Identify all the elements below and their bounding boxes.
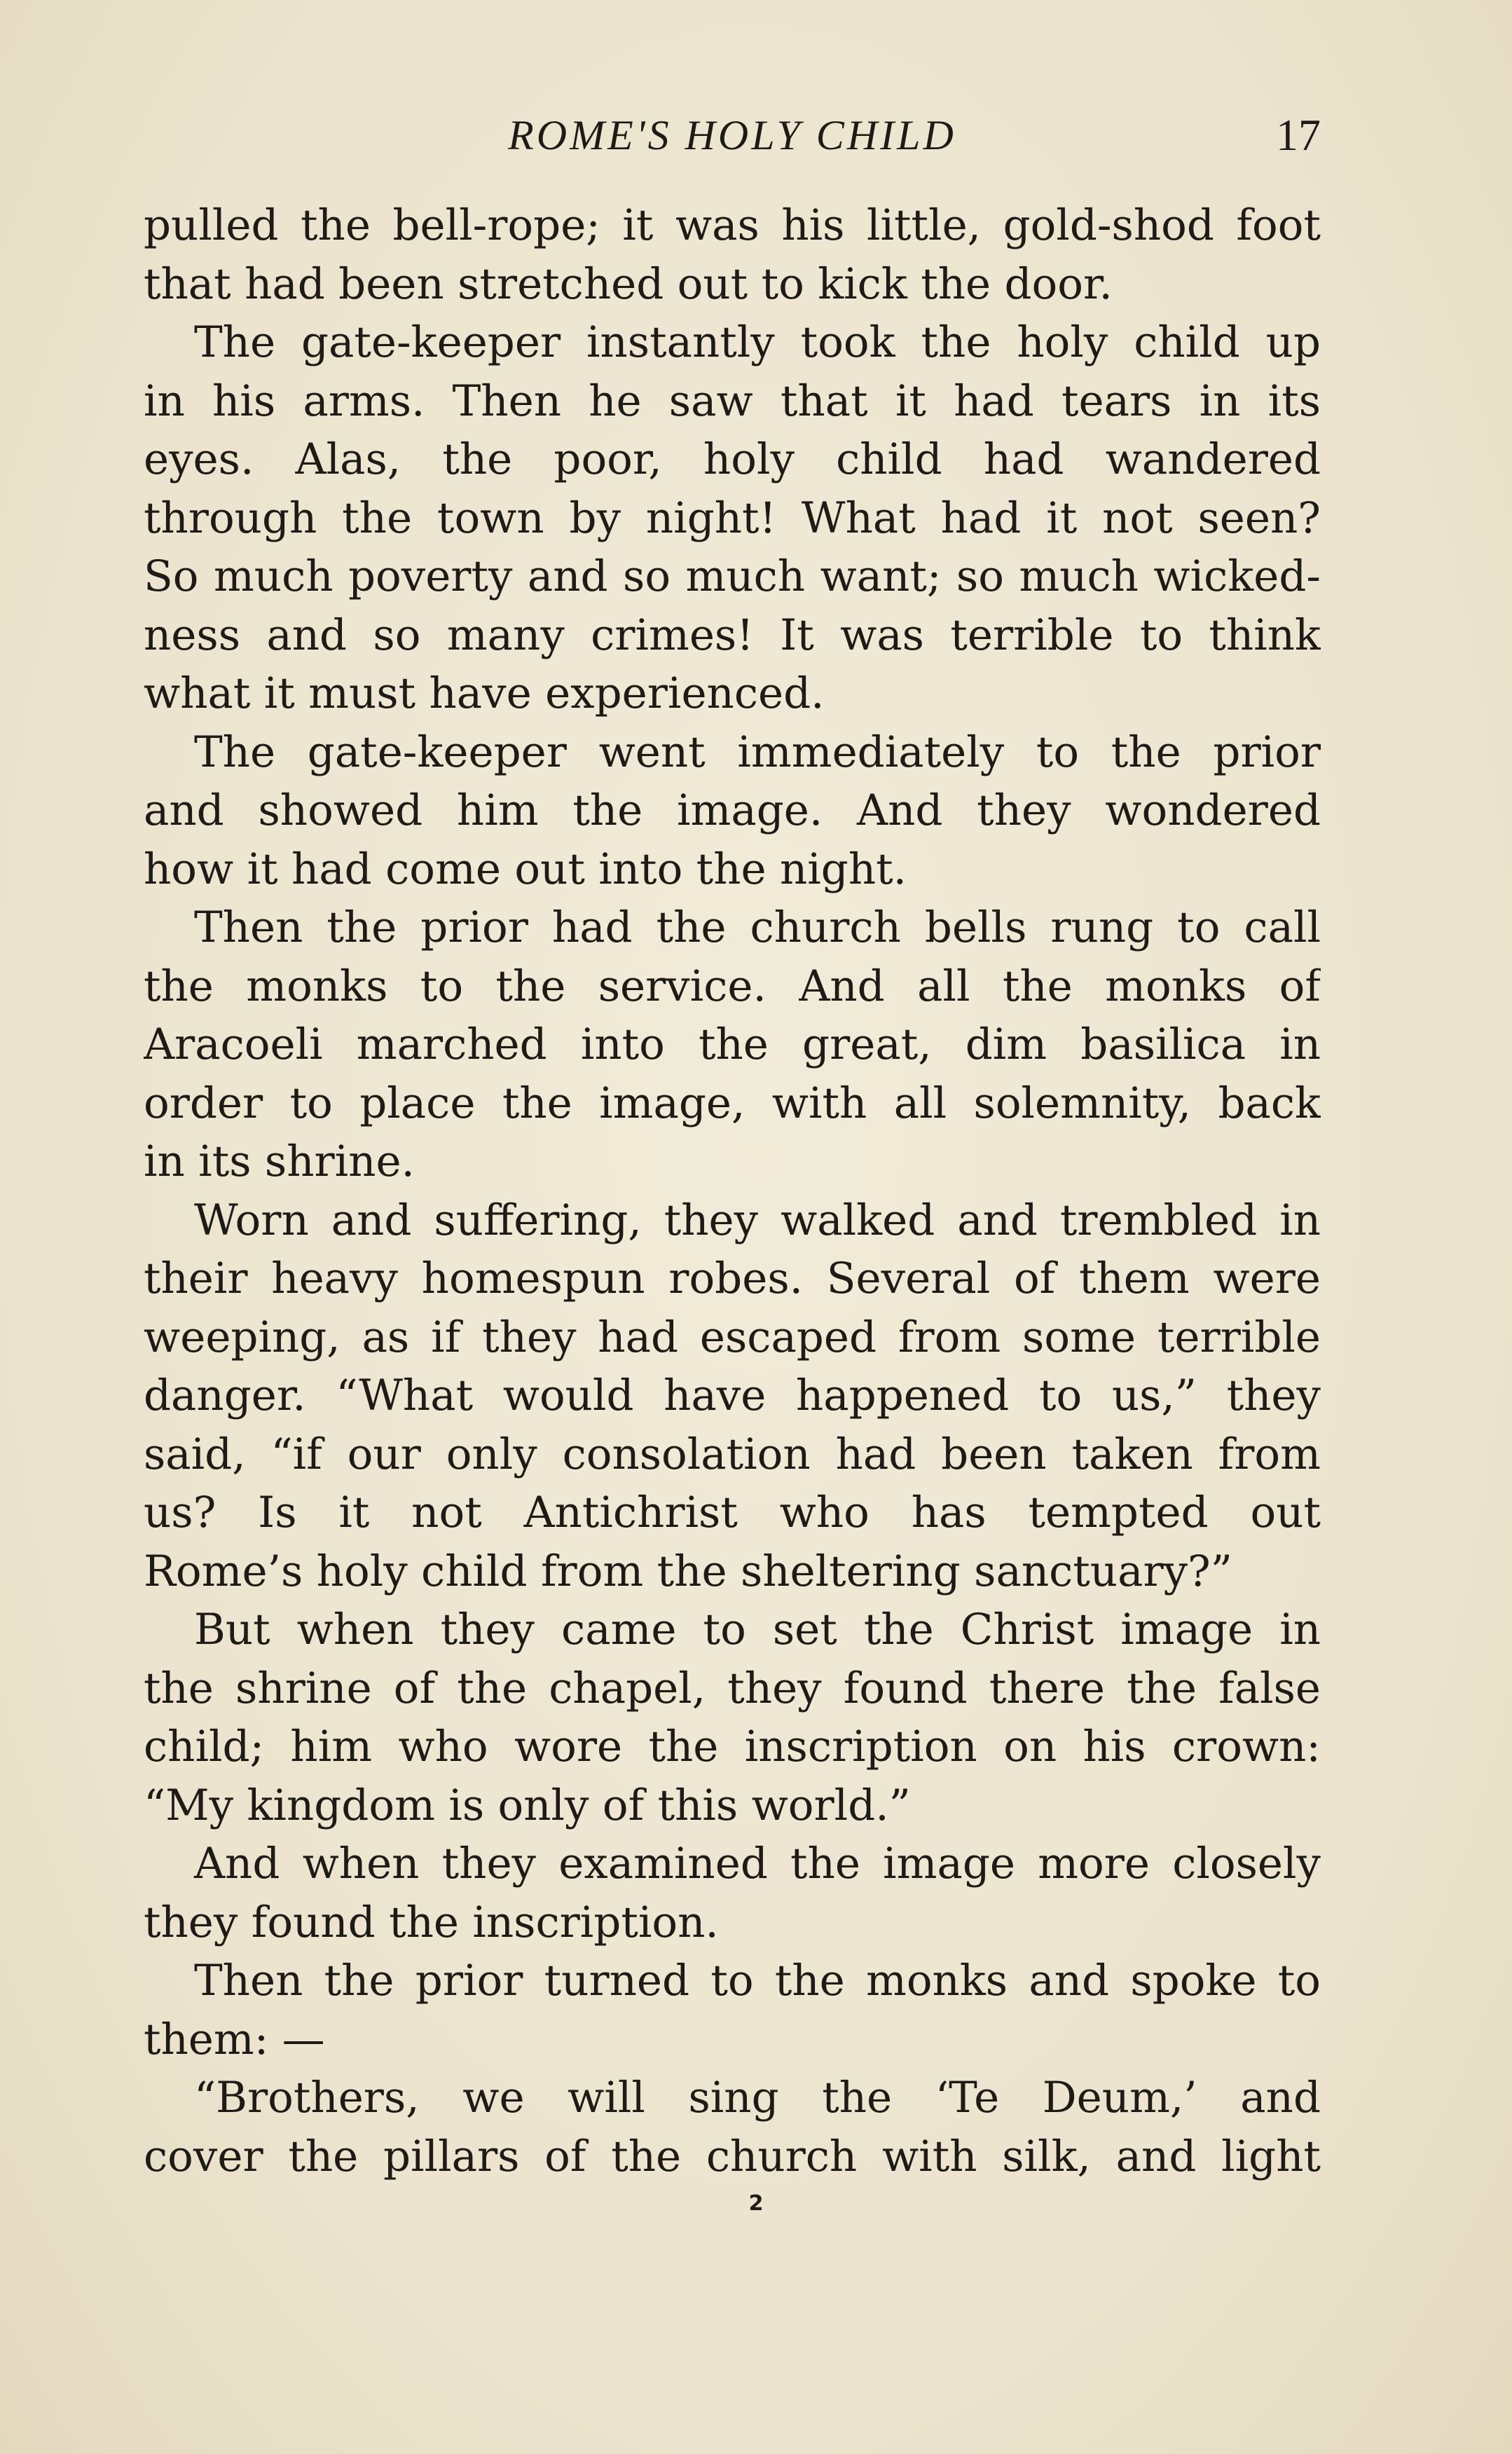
text-line: what it must have experienced. bbox=[144, 669, 825, 718]
page-number: 17 bbox=[1276, 110, 1321, 160]
text-line: eyes. Alas, the poor, holy child had wandered bbox=[144, 434, 1321, 484]
text-line: cover the pillars of the church with silk, and light bbox=[144, 2131, 1321, 2181]
text-line: The gate-keeper instantly took the holy child up bbox=[194, 317, 1321, 367]
text-line: child; him who wore the inscription on his crown: bbox=[144, 1722, 1321, 1771]
text-line: So much poverty and so much want; so much wicked- bbox=[144, 551, 1321, 601]
text-line: them: — bbox=[144, 2014, 325, 2064]
text-line: and showed him the image. And they wondered bbox=[144, 786, 1321, 835]
text-line: weeping, as if they had escaped from some terrible bbox=[144, 1312, 1321, 1362]
page-header bbox=[144, 104, 1321, 167]
text-line: pulled the bell-rope; it was his little, gold-shod foot bbox=[144, 200, 1321, 250]
text-line: danger. “What would have happened to us,” they bbox=[144, 1371, 1321, 1420]
text-line: they found the inscription. bbox=[144, 1897, 719, 1947]
text-line: in his arms. Then he saw that it had tears in its bbox=[144, 376, 1321, 426]
text-line: the monks to the service. And all the monks of bbox=[144, 961, 1321, 1011]
text-line: their heavy homespun robes. Several of them were bbox=[144, 1254, 1321, 1303]
text-line: Rome’s holy child from the sheltering sanctuary?” bbox=[144, 1546, 1232, 1596]
text-line: that had been stretched out to kick the door. bbox=[144, 259, 1113, 309]
text-line: through the town by night! What had it not seen? bbox=[144, 493, 1321, 543]
text-line: said, “if our only consolation had been taken from bbox=[144, 1429, 1321, 1479]
text-line: in its shrine. bbox=[144, 1137, 415, 1186]
text-line: Aracoeli marched into the great, dim basilica in bbox=[144, 1020, 1321, 1069]
text-line: But when they came to set the Christ image in bbox=[194, 1605, 1321, 1654]
running-title: ROME'S HOLY CHILD bbox=[508, 112, 956, 158]
text-line: Then the prior turned to the monks and spoke to bbox=[194, 1956, 1321, 2006]
text-line: “Brothers, we will sing the ‘Te Deum,’ and bbox=[194, 2073, 1321, 2123]
text-line: us? Is it not Antichrist who has tempted out bbox=[144, 1488, 1321, 1537]
signature-mark: 2 bbox=[748, 2191, 764, 2216]
text-line: The gate-keeper went immediately to the prior bbox=[194, 727, 1321, 777]
text-line: “My kingdom is only of this world.” bbox=[144, 1780, 911, 1830]
text-line: ness and so many crimes! It was terrible to think bbox=[144, 610, 1321, 660]
text-line: the shrine of the chapel, they found there the false bbox=[144, 1663, 1321, 1713]
text-line: Then the prior had the church bells rung to call bbox=[194, 903, 1321, 952]
text-line: Worn and suffering, they walked and trembled in bbox=[194, 1195, 1321, 1245]
text-line: how it had come out into the night. bbox=[144, 844, 907, 894]
body-text bbox=[144, 196, 1321, 2186]
text-line: And when they examined the image more closely bbox=[194, 1839, 1321, 1889]
text-line: order to place the image, with all solemnity, back bbox=[144, 1078, 1321, 1128]
